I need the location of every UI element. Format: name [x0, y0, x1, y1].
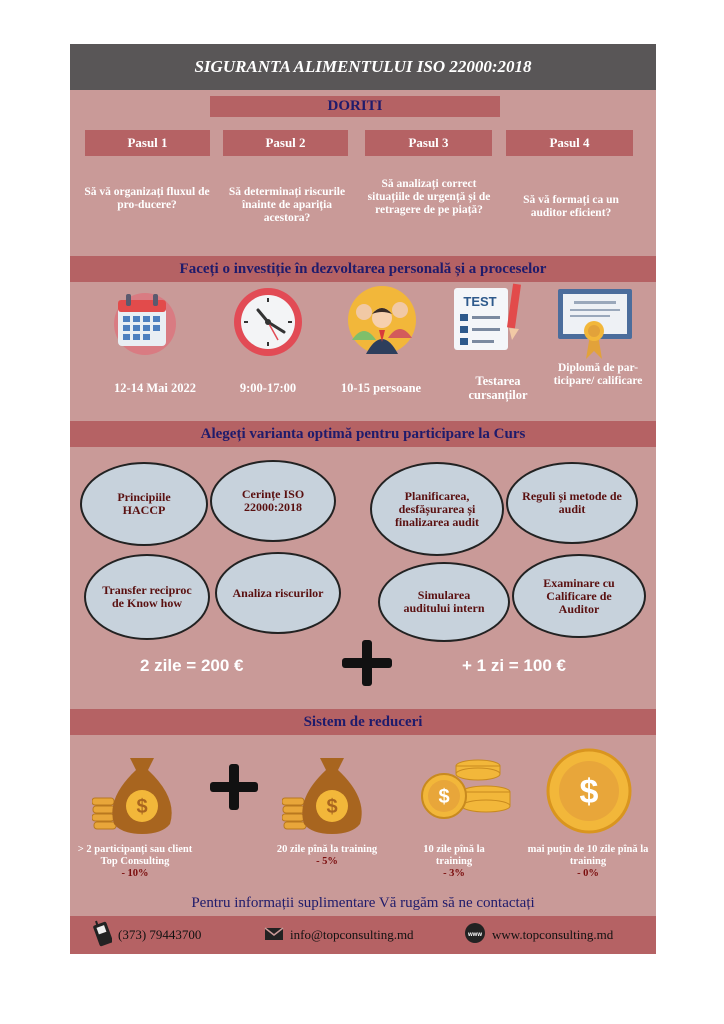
course-heading: Alegeți varianta optimă pentru participare la Curs	[70, 421, 656, 447]
bubble-audit-rules: Reguli și metode de audit	[506, 462, 638, 544]
people-label: 10-15 persoane	[340, 381, 422, 395]
price-two-days: 2 zile = 200 €	[140, 656, 244, 675]
diploma-label: Diplomă de par-ticipare/ calificare	[553, 362, 643, 387]
step-1-question: Să vă organizați fluxul de pro-ducere?	[84, 186, 210, 211]
discount-0-pct: - 0%	[577, 868, 599, 879]
phone-icon	[92, 919, 112, 951]
website-contact	[464, 916, 613, 954]
email-contact	[264, 916, 414, 954]
people-icon	[346, 284, 418, 356]
envelope-icon	[264, 925, 284, 945]
clock-icon	[232, 286, 304, 358]
plus-icon	[340, 638, 394, 688]
coins-icon	[420, 758, 514, 824]
coin-icon	[546, 748, 632, 834]
page-title: SIGURANTA ALIMENTULUI ISO 22000:2018	[70, 44, 656, 90]
bubble-audit-planning: Planificarea, desfășurarea și finalizarea audit	[370, 462, 504, 556]
invest-heading: Faceți o investiție în dezvoltarea personală și a proceselor	[70, 256, 656, 282]
dollar-sign-1: $	[136, 796, 148, 818]
discount-10-pct: - 10%	[121, 868, 149, 879]
infographic-sheet	[70, 44, 656, 954]
discount-0	[526, 844, 650, 880]
dollar-sign-2: $	[326, 796, 338, 818]
discount-10-text: > 2 participanți sau client Top Consulting	[77, 844, 193, 867]
discount-5-text: 20 zile pînă la training	[276, 844, 378, 855]
calendar-icon	[110, 286, 180, 356]
money-bag-icon	[92, 748, 182, 836]
discount-10	[70, 844, 200, 880]
step-3-question: Să analizați correct situațiile de urgență și de retragere de pe piață?	[367, 178, 491, 216]
test-label: Testarea cursanților	[468, 374, 528, 402]
bubble-know-how: Transfer reciproc de Know how	[84, 554, 210, 640]
phone-number[interactable]: (373) 79443700	[118, 927, 202, 942]
globe-icon-label: www	[467, 932, 483, 938]
bubble-haccp: Principiile HACCP	[80, 462, 208, 546]
step-3-label: Pasul 3	[365, 130, 492, 156]
step-2-label: Pasul 2	[223, 130, 348, 156]
step-4-label: Pasul 4	[506, 130, 633, 156]
diploma-icon	[556, 287, 634, 363]
step-1-label: Pasul 1	[85, 130, 210, 156]
doriti-heading: DORITI	[210, 96, 500, 117]
bubble-internal-audit: Simularea auditului intern	[378, 562, 510, 642]
bubble-risk-analysis: Analiza riscurilor	[215, 552, 341, 634]
dollar-sign-3: $	[438, 786, 450, 808]
time-label: 9:00-17:00	[239, 381, 297, 395]
money-bag-icon-2	[282, 748, 372, 836]
contact-note: Pentru informații suplimentare Vă rugăm să ne contactați	[191, 895, 535, 911]
test-icon-label: TEST	[463, 294, 497, 309]
discount-3	[404, 844, 504, 880]
phone-contact	[92, 916, 201, 954]
bubble-auditor-exam: Examinare cu Calificare de Auditor	[512, 554, 646, 638]
step-2-question: Să determinați riscurile înainte de apariția acestora?	[228, 186, 346, 224]
step-4-question: Să vă formați ca un auditor eficient?	[523, 194, 619, 219]
discount-5	[262, 844, 392, 868]
discounts-heading: Sistem de reduceri	[70, 709, 656, 735]
email-link[interactable]: info@topconsulting.md	[290, 927, 414, 942]
price-extra-day: + 1 zi = 100 €	[462, 656, 566, 675]
discount-3-text: 10 zile pînă la training	[423, 844, 485, 867]
plus-icon-small	[208, 762, 260, 812]
bubble-iso-requirements: Cerințe ISO 22000:2018	[210, 460, 336, 542]
globe-icon	[464, 922, 486, 948]
date-label: 12-14 Mai 2022	[114, 381, 196, 395]
test-icon	[452, 282, 526, 354]
website-link[interactable]: www.topconsulting.md	[492, 927, 614, 942]
discount-3-pct: - 3%	[443, 868, 465, 879]
dollar-sign-4: $	[579, 773, 599, 811]
discount-0-text: mai puțin de 10 zile pînă la training	[527, 844, 649, 867]
discount-5-pct: - 5%	[316, 856, 338, 867]
footer	[70, 916, 656, 954]
